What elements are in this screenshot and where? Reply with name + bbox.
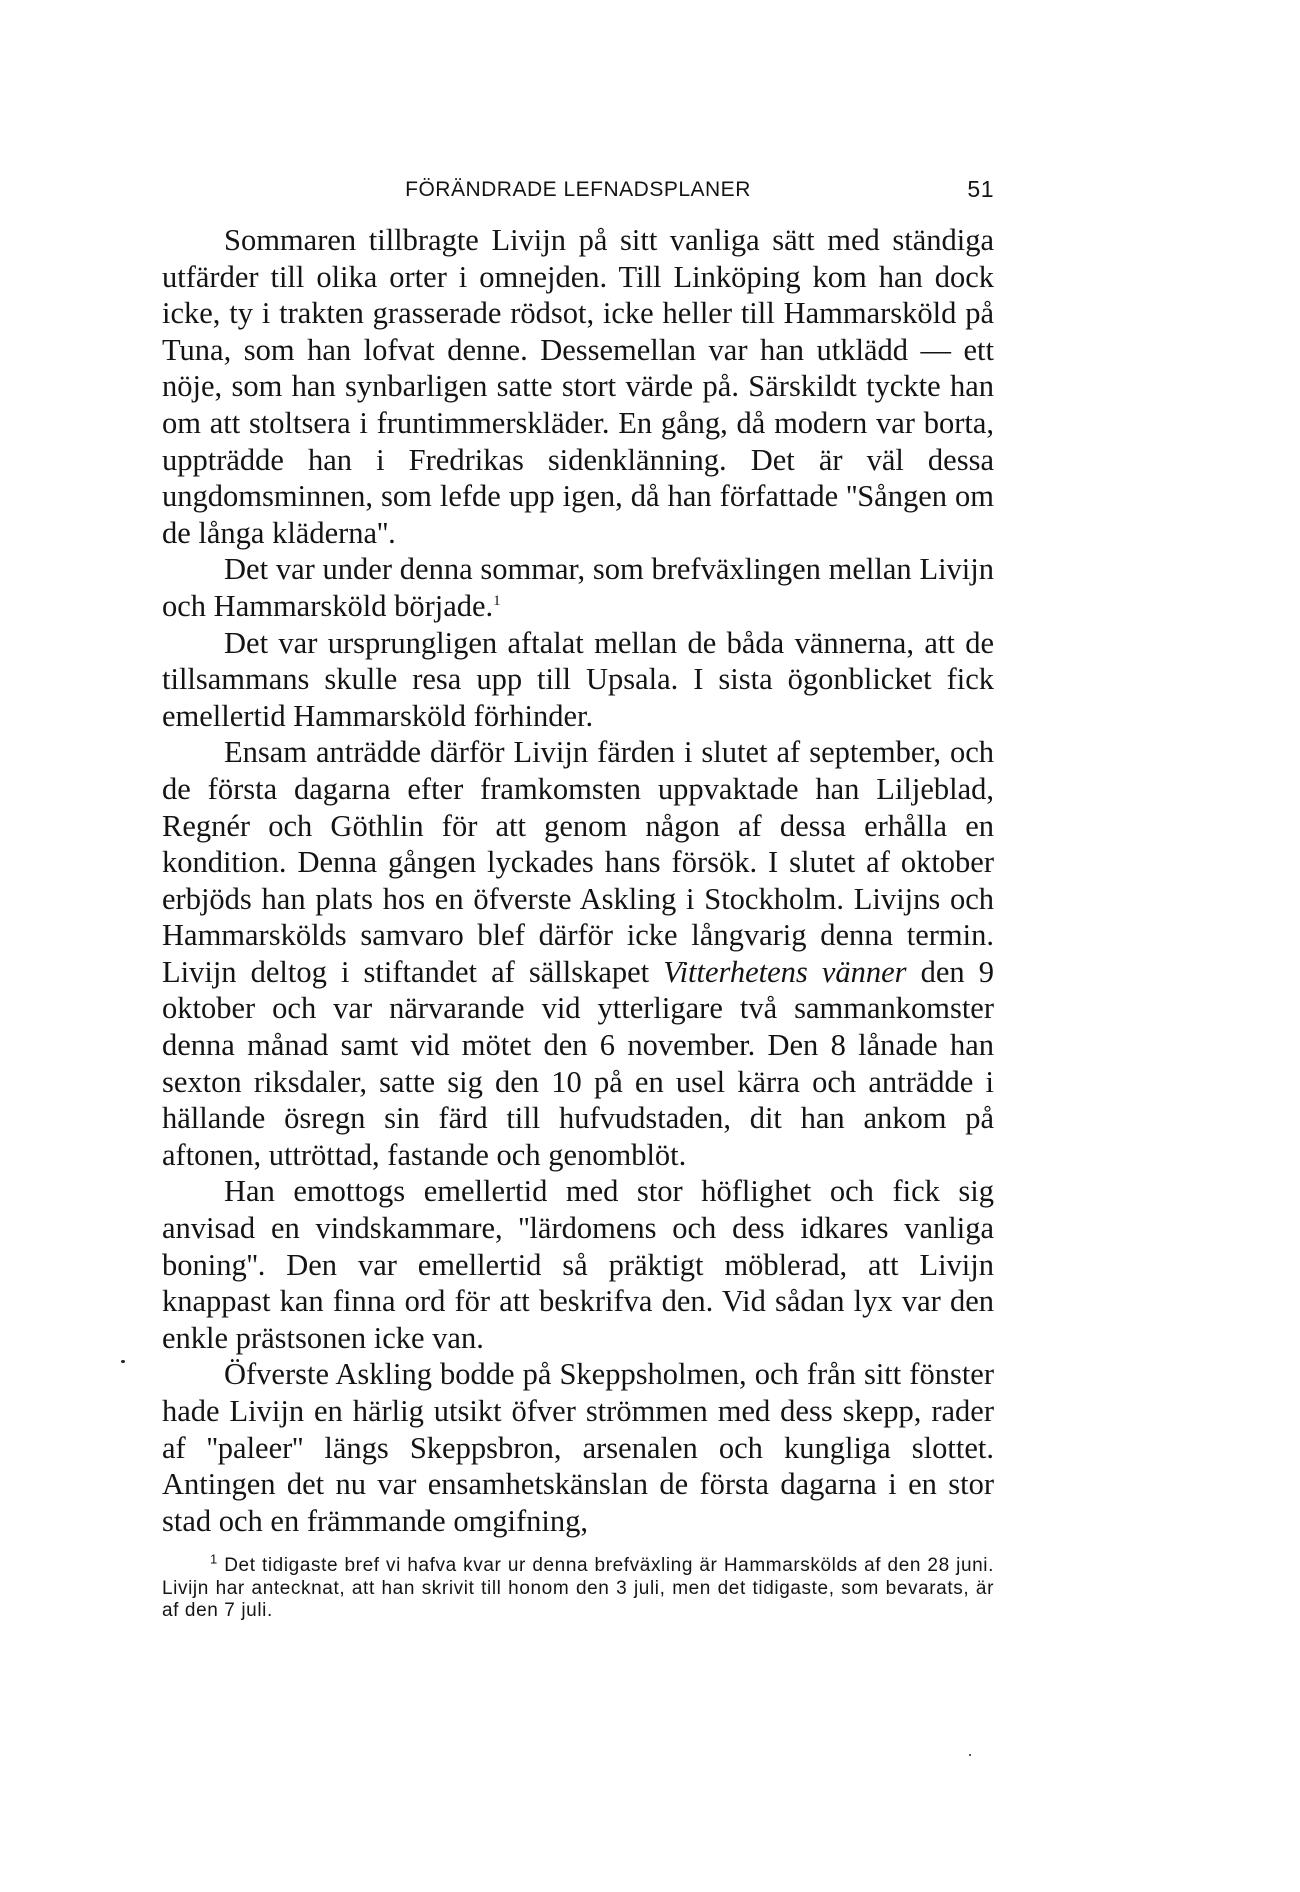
paragraph-1: Sommaren tillbragte Livijn på sitt vanliga sätt med ständiga utfärder till olika orter i omnejden. Till Linköping kom han dock icke, ty i trakten grasserade rödsot, icke heller till Hammarsköld på Tuna, som han lofvat denne. Dessemellan var han utklädd — ett nöje, som han synbarligen satte stort värde på. Särskildt tyckte han om att stoltsera i fruntimmerskläder. En gång, då modern var borta, uppträdde han i Fredrikas sidenklänning. Det är väl dessa ungdomsminnen, som lefde upp igen, då han författade ''Sången om de långa kläderna''. xyxy=(162,223,994,550)
paragraph-6: Öfverste Askling bodde på Skeppsholmen, och från sitt fönster hade Livijn en härlig utsikt öfver strömmen med dess skepp, rader af ''paleer'' längs Skeppsbron, arsenalen och kungliga slottet. Antingen det nu var ensamhetskänslan de första dagarna i en stor stad och en främmande omgifning, xyxy=(162,1357,994,1538)
paragraph-2-text: Det var under denna sommar, som brefväxlingen mellan Livijn och Hammarsköld började. xyxy=(162,552,994,623)
footnote-reference: 1 xyxy=(493,592,501,609)
footnote-text: Det tidigaste bref vi hafva kvar ur denna brefväxling är Hammarskölds af den 28 juni. Livijn har antecknat, att han skrivit till honom den 3 juli, men det tidigaste, som bevarats, är af den 7 juli. xyxy=(162,1555,994,1622)
paragraph-4-text-a: Ensam anträdde därför Livijn färden i slutet af september, och de första dagarna efter framkomsten uppvaktade han Liljeblad, Regnér och Göthlin för att genom någon af dessa erhålla en kondition. Denna gången lyckades hans försök. I slutet af oktober erbjöds han plats hos en öfverste Askling i Stockholm. Livijns och Hammarskölds samvaro blef därför icke långvarig denna termin. Livijn deltog i stiftandet af sällskapet xyxy=(162,735,994,989)
footnote xyxy=(162,1552,994,1623)
running-title: FÖRÄNDRADE LEFNADSPLANER xyxy=(405,178,751,201)
page-number: 51 xyxy=(967,176,994,202)
paragraph-3: Det var ursprungligen aftalat mellan de båda vännerna, att de tillsammans skulle resa upp till Upsala. I sista ögonblicket fick emellertid Hammarsköld förhinder. xyxy=(162,625,994,733)
footnote-mark: 1 xyxy=(210,1552,218,1568)
book-page xyxy=(162,176,994,1623)
body-text xyxy=(162,222,994,1539)
running-header xyxy=(162,176,994,212)
paragraph-5: Han emottogs emellertid med stor höflighet och fick sig anvisad en vindskammare, ''lärdomens och dess idkares vanliga boning''. Den var emellertid så präktigt möblerad, att Livijn knappast kan finna ord för att beskrifva den. Vid sådan lyx var den enkle prästsonen icke van. xyxy=(162,1174,994,1355)
footnote-paragraph xyxy=(162,1552,994,1623)
scan-speck xyxy=(121,1360,125,1363)
scan-speck xyxy=(969,1754,971,1756)
paragraph-4-text-b: den 9 oktober och var närvarande vid ytterligare två sammankomster denna månad samt vid mötet den 6 november. Den 8 lånade han sexton riksdaler, satte sig den 10 på en usel kärra och anträdde i hällande ösregn sin färd till hufvudstaden, dit han ankom på aftonen, uttröttad, fastande och genomblöt. xyxy=(162,954,994,1172)
society-name: Vitterhetens vänner xyxy=(663,954,907,989)
paragraph-4 xyxy=(162,734,994,1173)
paragraph-2 xyxy=(162,551,994,624)
